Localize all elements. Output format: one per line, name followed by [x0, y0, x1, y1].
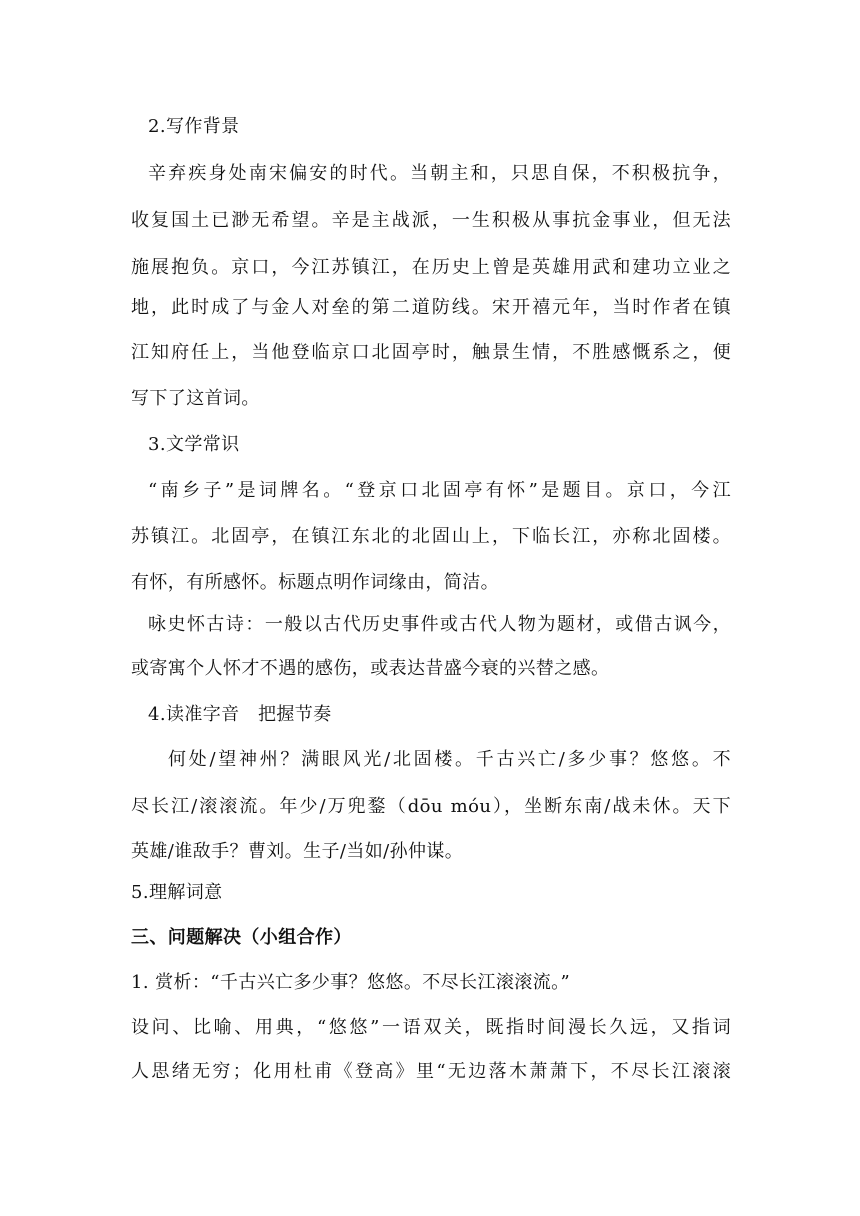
paragraph-line: 收复国土已渺无希望。辛是主战派，一生积极从事抗金事业，但无法 — [131, 210, 731, 231]
paragraph-line: 人思绪无穷；化用杜甫《登高》里“无边落木萧萧下，不尽长江滚滚 — [131, 1061, 731, 1082]
paragraph-line: 地，此时成了与金人对垒的第二道防线。宋开禧元年，当时作者在镇 — [131, 297, 731, 318]
paragraph-line: 江知府任上，当他登临京口北固亭时，触景生情，不胜感慨系之，便 — [131, 342, 731, 363]
poem-line: 尽长江/滚滚流。年少/万兜鍪（dōu móu），坐断东南/战未休。天下 — [131, 796, 731, 817]
heading-writing-background: 2.写作背景 — [148, 116, 240, 137]
paragraph-line: 苏镇江。北固亭，在镇江东北的北固山上，下临长江，亦称北固楼。 — [131, 526, 731, 547]
heading-literary-knowledge: 3.文学常识 — [148, 434, 240, 455]
paragraph-line: 辛弃疾身处南宋偏安的时代。当朝主和，只思自保，不积极抗争， — [148, 163, 731, 184]
paragraph-line: 咏史怀古诗：一般以古代历史事件或古代人物为题材，或借古讽今， — [148, 614, 731, 635]
poem-line: 英雄/谁敌手？曹刘。生子/当如/孙仲谋。 — [131, 841, 464, 862]
paragraph-line: “南乡子”是词牌名。“登京口北固亭有怀”是题目。京口，今江 — [148, 480, 731, 501]
heading-word-meaning: 5.理解词意 — [131, 882, 223, 903]
paragraph-line: 写下了这首词。 — [131, 388, 260, 409]
paragraph-line: 有怀，有所感怀。标题点明作词缘由，简洁。 — [131, 572, 499, 593]
section-heading-problem-solving: 三、问题解决（小组合作） — [131, 927, 352, 948]
question-line: 1. 赏析：“千古兴亡多少事？悠悠。不尽长江滚滚流。” — [131, 972, 571, 993]
paragraph-line: 或寄寓个人怀才不遇的感伤，或表达昔盛今衰的兴替之感。 — [131, 658, 610, 679]
paragraph-line: 施展抱负。京口，今江苏镇江，在历史上曾是英雄用武和建功立业之 — [131, 257, 731, 278]
poem-line: 何处/望神州？满眼风光/北固楼。千古兴亡/多少事？悠悠。不 — [168, 749, 731, 770]
paragraph-line: 设问、比喻、用典，“悠悠”一语双关，既指时间漫长久远，又指词 — [131, 1017, 731, 1038]
heading-pronunciation-rhythm: 4.读准字音 把握节奏 — [148, 704, 332, 725]
